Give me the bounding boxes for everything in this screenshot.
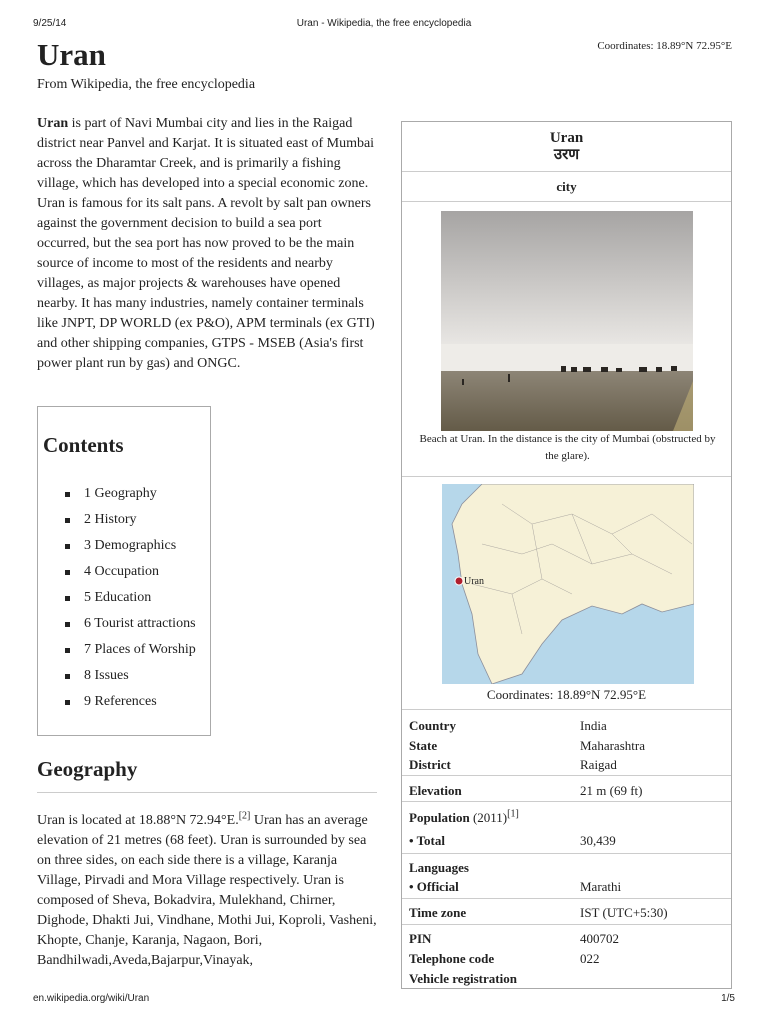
toc-item[interactable]: 2 History xyxy=(38,511,196,537)
timezone-label: Time zone xyxy=(409,905,467,920)
photo-caption: Beach at Uran. In the distance is the city of Mumbai (obstructed by the glare). xyxy=(419,433,716,462)
toc-item[interactable]: 8 Issues xyxy=(38,667,196,693)
district-label: District xyxy=(409,757,451,772)
toc-title: Contents xyxy=(43,433,124,457)
population-year: (2011) xyxy=(469,810,508,825)
geography-paragraph xyxy=(37,811,382,971)
state-label: State xyxy=(409,738,438,753)
infobox-type: city xyxy=(402,172,731,202)
infobox-name: Uran xyxy=(549,130,584,146)
heading-divider xyxy=(37,792,377,793)
print-date: 9/25/14 xyxy=(33,18,67,29)
official-language-label: • Official xyxy=(409,879,459,894)
telephone-value: 022 xyxy=(580,951,600,966)
print-page-number: 1/5 xyxy=(721,993,735,1004)
elevation-label: Elevation xyxy=(409,783,462,798)
geography-heading: Geography xyxy=(37,757,138,781)
languages-label: Languages xyxy=(409,860,469,875)
toc-item[interactable]: 1 Geography xyxy=(38,485,196,511)
state-value[interactable]: Maharashtra xyxy=(580,738,645,753)
official-language-value[interactable]: Marathi xyxy=(580,879,622,894)
beach-photo[interactable] xyxy=(441,211,693,431)
divider xyxy=(402,924,731,925)
table-of-contents xyxy=(37,406,211,736)
print-url: en.wikipedia.org/wiki/Uran xyxy=(33,993,150,1004)
page-title: Uran xyxy=(37,37,106,72)
population-total-value: 30,439 xyxy=(580,833,616,848)
district-value[interactable]: Raigad xyxy=(580,757,617,772)
divider xyxy=(402,801,731,802)
coordinates-link[interactable]: Coordinates: 18.89°N 72.95°E xyxy=(597,40,732,52)
timezone-value[interactable]: IST (UTC+5:30) xyxy=(580,905,668,920)
intro-bold-title: Uran xyxy=(37,116,69,131)
divider xyxy=(402,709,731,710)
population-citation[interactable]: [1] xyxy=(507,808,519,820)
divider xyxy=(402,853,731,854)
toc-item[interactable]: 4 Occupation xyxy=(38,563,196,589)
population-row xyxy=(409,808,519,827)
vehicle-registration-label: Vehicle registration xyxy=(409,971,517,986)
elevation-value: 21 m (69 ft) xyxy=(580,783,643,798)
pin-label: PIN xyxy=(409,931,432,946)
toc-item[interactable]: 6 Tourist attractions xyxy=(38,615,196,641)
toc-item[interactable]: 5 Education xyxy=(38,589,196,615)
country-value[interactable]: India xyxy=(580,718,607,733)
toc-item[interactable]: 9 References xyxy=(38,693,196,719)
divider xyxy=(402,898,731,899)
print-title: Uran - Wikipedia, the free encyclopedia xyxy=(296,18,472,29)
geography-text-a: Uran is located at 18.88°N 72.94°E. xyxy=(37,813,239,828)
toc-item[interactable]: 3 Demographics xyxy=(38,537,196,563)
pin-value: 400702 xyxy=(580,931,619,946)
infobox-native-name: उरण xyxy=(553,147,580,163)
citation-link[interactable]: [2] xyxy=(238,810,251,822)
divider xyxy=(402,775,731,776)
population-total-label: • Total xyxy=(409,833,445,848)
infobox-title xyxy=(402,122,731,172)
intro-paragraph xyxy=(37,114,377,374)
page-subtitle: From Wikipedia, the free encyclopedia xyxy=(37,77,256,92)
population-label: Population xyxy=(409,810,470,825)
country-label: Country xyxy=(409,718,456,733)
intro-text: is part of Navi Mumbai city and lies in the Raigad district near Panvel and Karjat. It is situated east of Mumbai across the Dharamtar Creek, and is primarily a fishing village, which has developed into a special economic zone. Uran is famous for its salt pans. A revolt by salt pan owners against the government decision to build a sea port occurred, but the sea port has now proved to be the main source of income to most of the residents and nearby villages, as major projects & warehouses have opened nearby. It has many industries, namely container terminals like JNPT, DP WORLD (ex P&O), APM terminals (ex GTI) and other shipping companies, GTPS - MSEB (Asia's first power plant run by gas) and ONGC. xyxy=(37,116,375,371)
map-coordinates[interactable]: Coordinates: 18.89°N 72.95°E xyxy=(486,687,647,702)
telephone-label: Telephone code xyxy=(409,951,495,966)
location-map[interactable] xyxy=(442,484,694,684)
map-label: Uran xyxy=(464,576,484,587)
toc-item[interactable]: 7 Places of Worship xyxy=(38,641,196,667)
infobox xyxy=(401,121,732,989)
toc-list xyxy=(38,485,196,719)
geography-text-b: Uran has an average elevation of 21 metres (68 feet). Uran is surrounded by sea on three sides, on each side there is a village, Karanja Village, Pirvadi and Mora Village respectively. Uran is composed of Sheva, Bokadvira, Mulekhand, Chirner, Dighode, Dhakti Jui, Vindhane, Mothi Jui, Koproli, Vasheni, Khopte, Chanje, Karanja, Nagaon, Bori, Bandhilwadi,Aveda,Bajarpur,Vinayak, xyxy=(37,813,377,968)
